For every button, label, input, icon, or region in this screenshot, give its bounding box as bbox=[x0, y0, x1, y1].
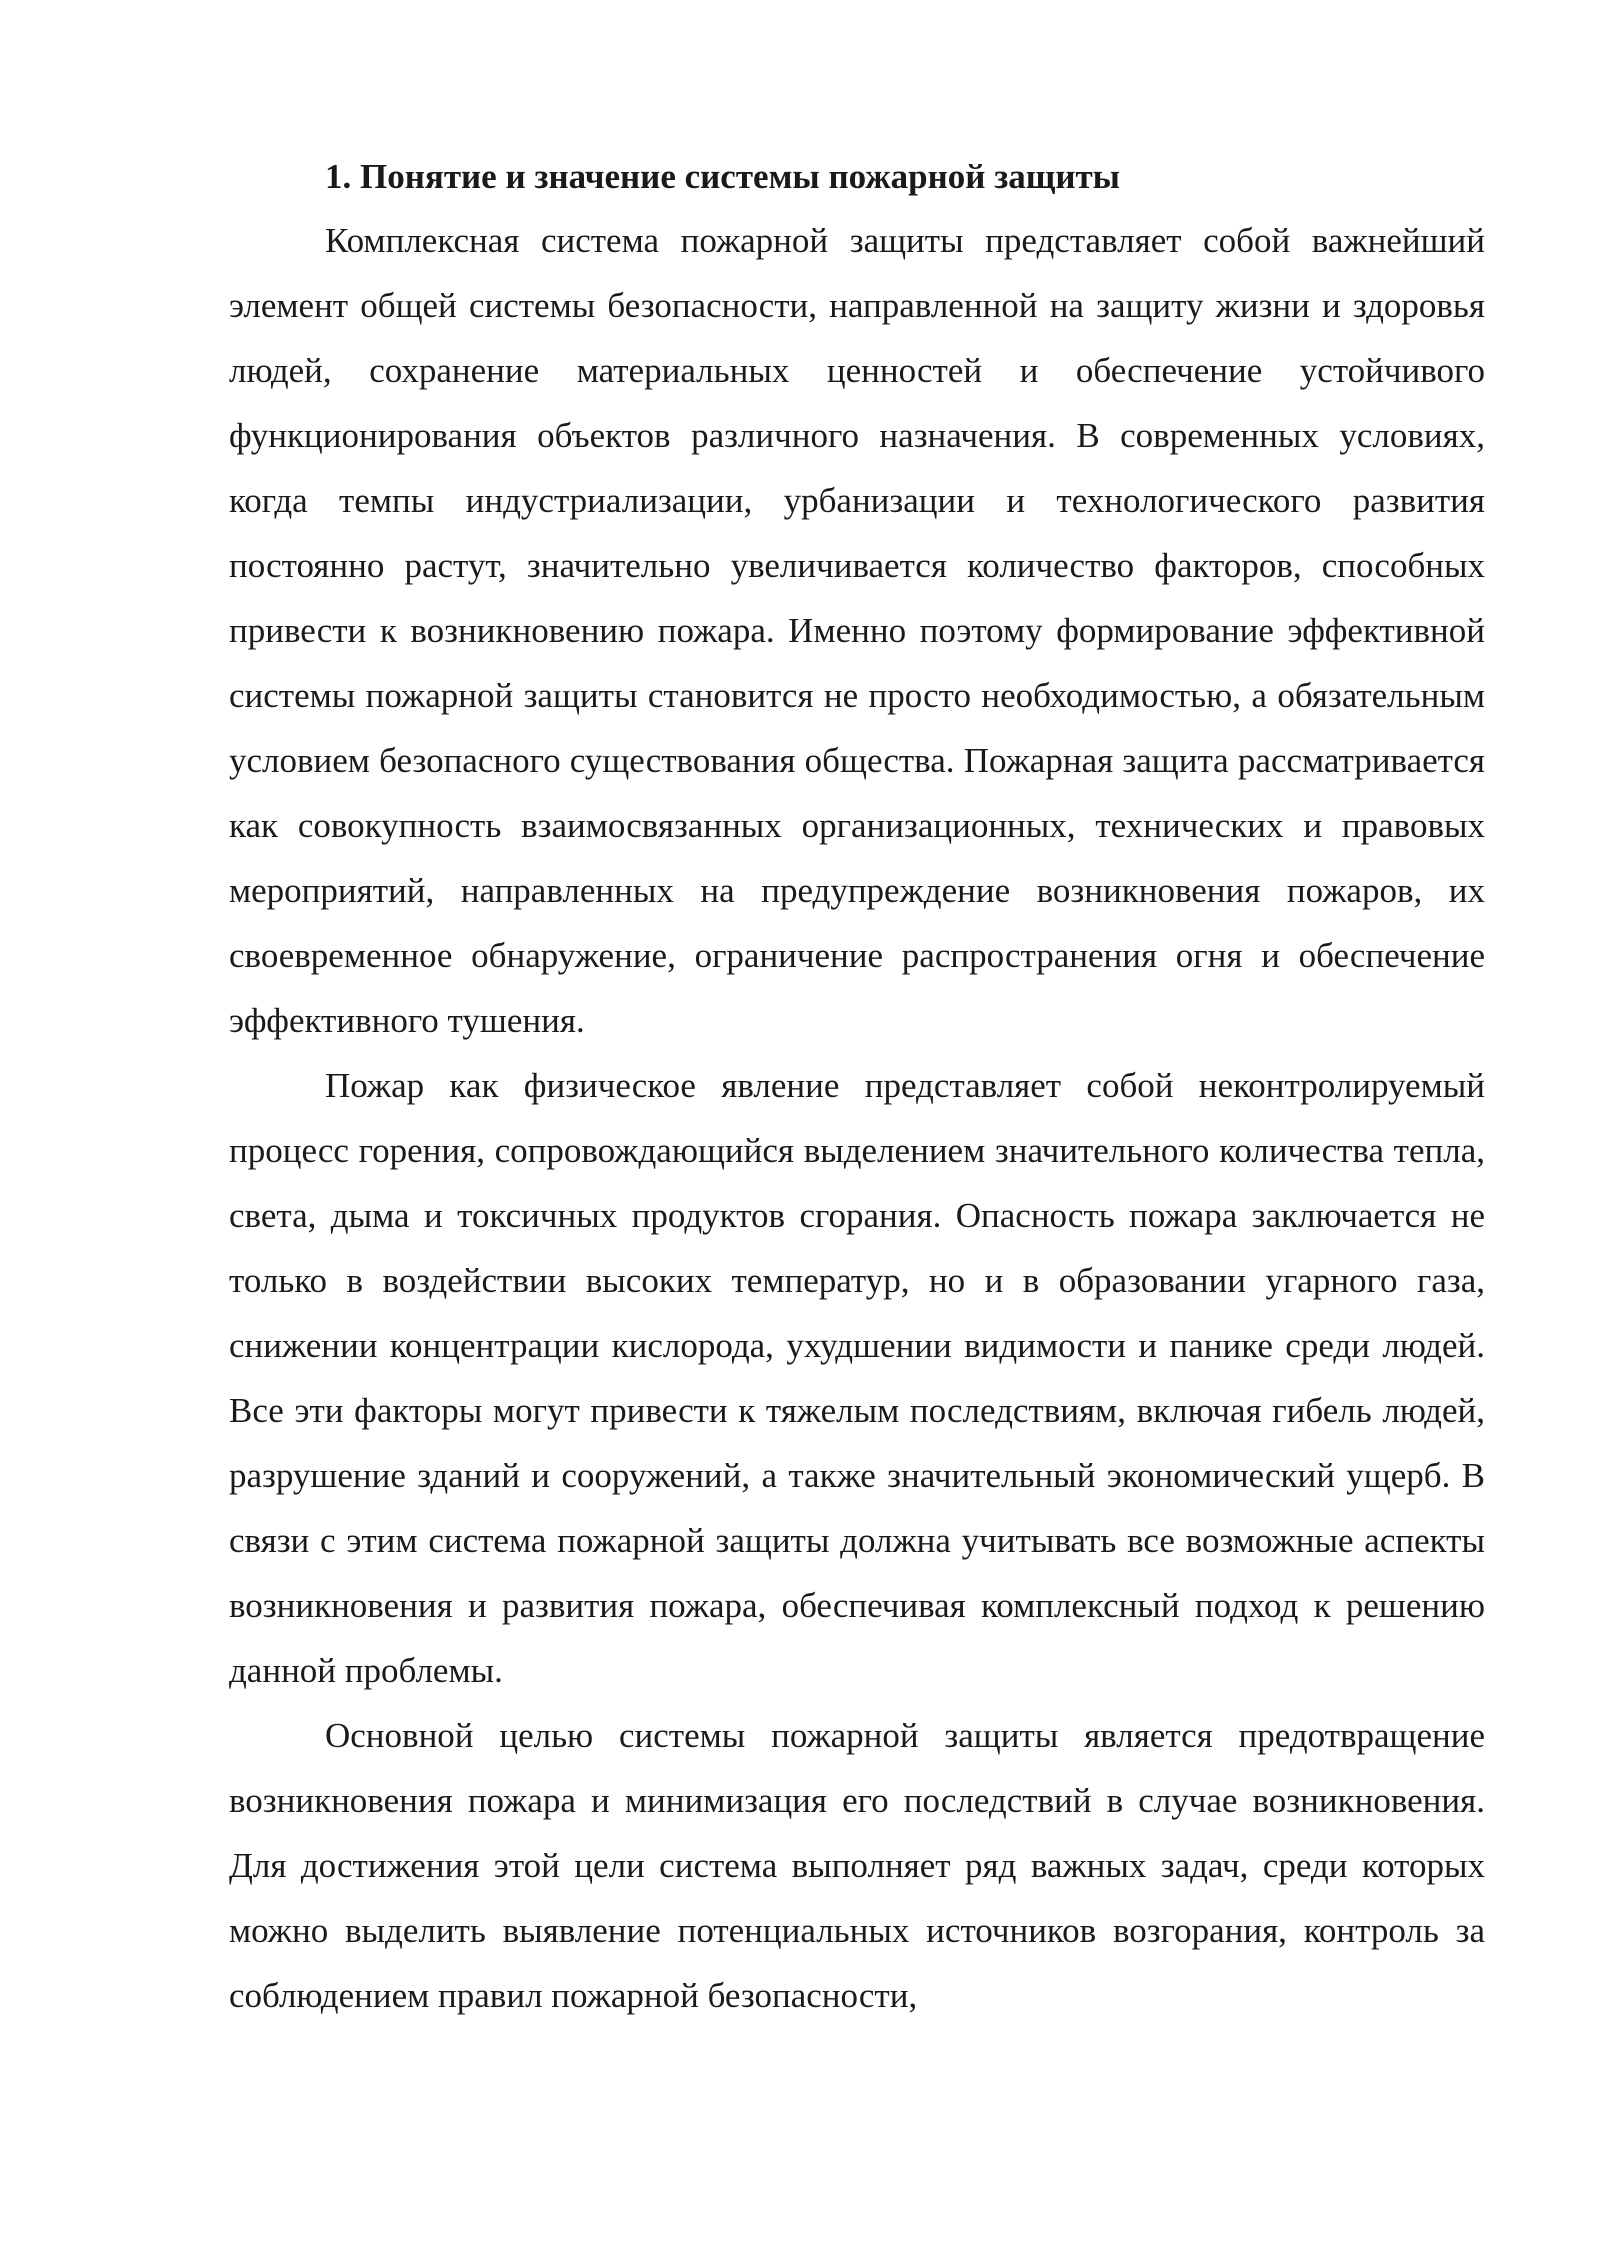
section-heading: 1. Понятие и значение системы пожарной защиты bbox=[325, 157, 1121, 196]
document-body bbox=[229, 150, 1485, 2028]
paragraph-3: Основной целью системы пожарной защиты является предотвращение возникновения пожара и минимизация его последствий в случае возникновения. Для достижения этой цели система выполняет ряд важных задач, среди которых можно выделить выявление потенциальных источников возгорания, контроль за соблюдением правил пожарной безопасности, bbox=[229, 1716, 1485, 2015]
paragraph-2: Пожар как физическое явление представляет собой неконтролируемый процесс горения, сопровождающийся выделением значительного количества тепла, света, дыма и токсичных продуктов сгорания. Опасность пожара заключается не только в воздействии высоких температур, но и в образовании угарного газа, снижении концентрации кислорода, ухудшении видимости и панике среди людей. Все эти факторы могут привести к тяжелым последствиям, включая гибель людей, разрушение зданий и сооружений, а также значительный экономический ущерб. В связи с этим система пожарной защиты должна учитывать все возможные аспекты возникновения и развития пожара, обеспечивая комплексный подход к решению данной проблемы. bbox=[229, 1066, 1485, 1690]
paragraph-1: Комплексная система пожарной защиты представляет собой важнейший элемент общей системы безопасности, направленной на защиту жизни и здоровья людей, сохранение материальных ценностей и обеспечение устойчивого функционирования объектов различного назначения. В современных условиях, когда темпы индустриализации, урбанизации и технологического развития постоянно растут, значительно увеличивается количество факторов, способных привести к возникновению пожара. Именно поэтому формирование эффективной системы пожарной защиты становится не просто необходимостью, а обязательным условием безопасного существования общества. Пожарная защита рассматривается как совокупность взаимосвязанных организационных, технических и правовых мероприятий, направленных на предупреждение возникновения пожаров, их своевременное обнаружение, ограничение распространения огня и обеспечение эффективного тушения. bbox=[229, 221, 1485, 1040]
